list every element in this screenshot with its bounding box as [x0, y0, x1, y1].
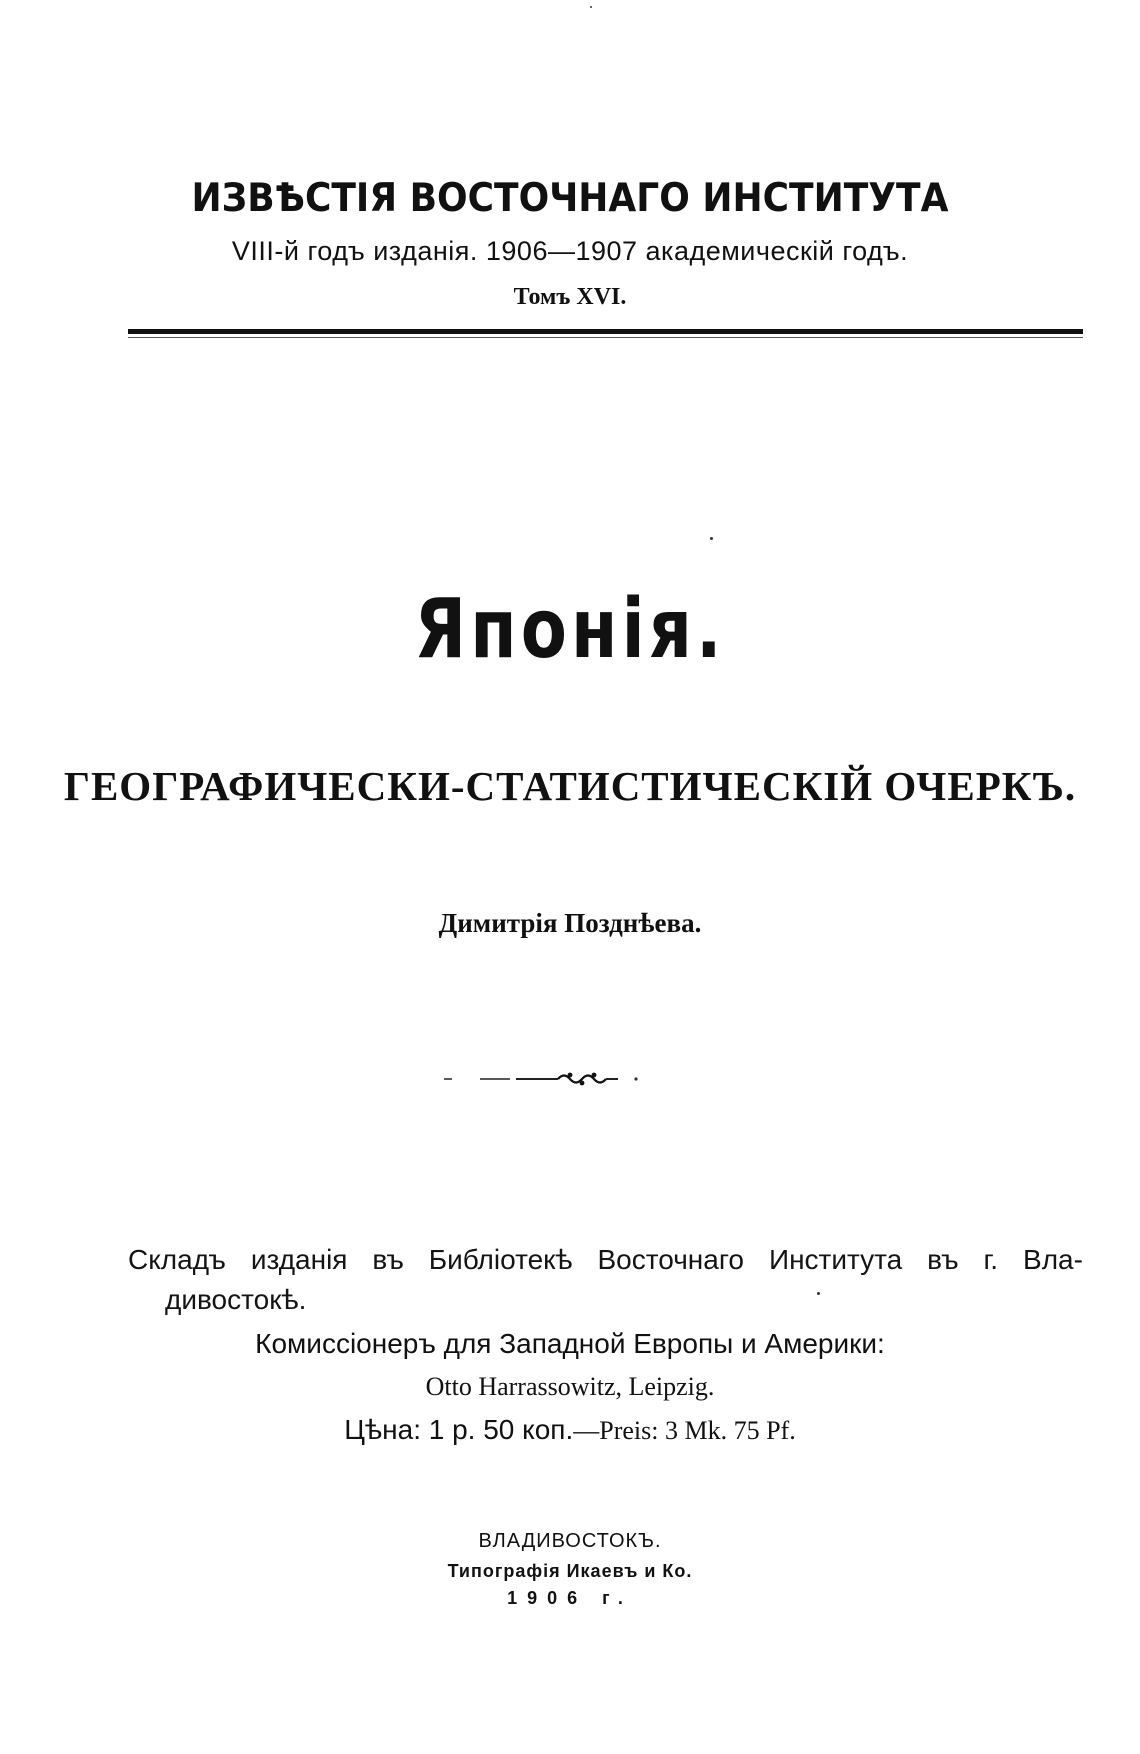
- series-subtitle: VIII-й годъ изданія. 1906—1907 академическій годъ.: [231, 236, 909, 266]
- price-marks: —Preis: 3 Mk. 75 Pf.: [573, 1416, 796, 1445]
- imprint-word: Института: [768, 1244, 903, 1275]
- imprint-word: Восточнаго: [597, 1244, 745, 1275]
- imprint-word: Библіотекѣ: [428, 1244, 573, 1275]
- imprint-word: изданія: [250, 1244, 348, 1275]
- imprint-word: Вла-: [1023, 1244, 1083, 1275]
- imprint-line-2: дивостокѣ.: [165, 1284, 307, 1315]
- imprint-line-1: [128, 1244, 1083, 1276]
- paper-speck: [710, 537, 713, 540]
- foreign-publisher: Otto Harrassowitz, Leipzig.: [425, 1372, 715, 1401]
- author-name: Димитрія Позднѣева.: [438, 908, 702, 938]
- imprint-word: въ: [927, 1244, 959, 1275]
- paper-speck: [590, 6, 592, 8]
- imprint-word: въ: [372, 1244, 404, 1275]
- book-subtitle: ГЕОГРАФИЧЕСКИ-СТАТИСТИЧЕСКІЙ ОЧЕРКЪ.: [63, 763, 1077, 809]
- publication-year: 1906 г.: [507, 1588, 633, 1608]
- price-rubles: Цѣна: 1 р. 50 коп.: [344, 1414, 574, 1445]
- printing-house: Типографія Икаевъ и Ко.: [447, 1561, 693, 1581]
- book-title: Японія.: [414, 582, 726, 677]
- series-title: ИЗВѢСТІЯ ВОСТОЧНАГО ИНСТИТУТА: [191, 176, 949, 221]
- commission-agent-line: Комиссіонеръ для Западной Европы и Америки:: [255, 1328, 885, 1359]
- publication-city: ВЛАДИВОСТОКЪ.: [478, 1530, 662, 1552]
- imprint-word: Складъ: [128, 1244, 226, 1275]
- volume-number: Томъ XVI.: [513, 284, 627, 310]
- imprint-word: г.: [983, 1244, 999, 1275]
- header-rule-thin: [128, 337, 1083, 338]
- header-rule-thick: [128, 329, 1083, 334]
- price-line: [0, 1414, 1140, 1446]
- ornament-divider-icon: [440, 1069, 640, 1089]
- paper-speck: [817, 1292, 820, 1295]
